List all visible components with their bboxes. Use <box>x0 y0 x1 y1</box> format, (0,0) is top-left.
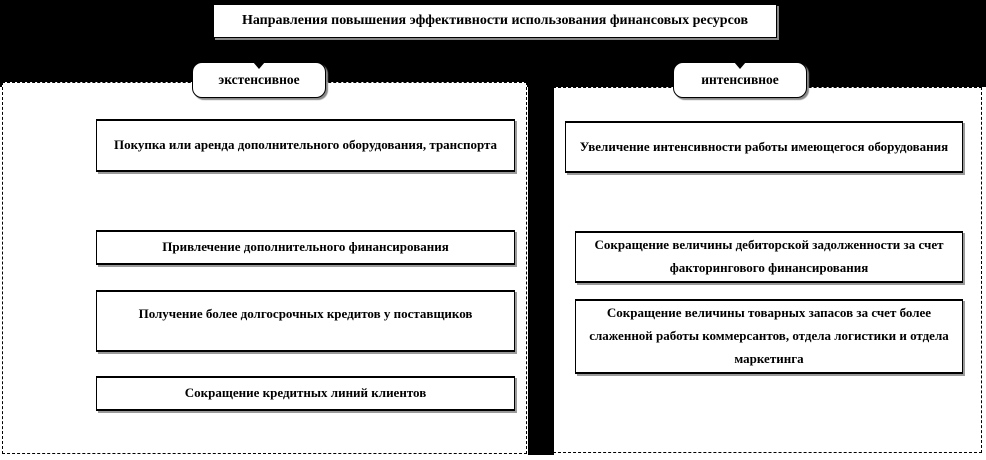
branch-label-text: интенсивное <box>701 72 779 87</box>
column-divider <box>528 0 554 455</box>
extensive-item-longer-term-credits: Получение более долгосрочных кредитов у поставщиков <box>96 290 515 352</box>
branch-label-text: экстенсивное <box>218 72 300 87</box>
extensive-item-reduce-client-credit-lines: Сокращение кредитных линий клиентов <box>96 376 515 411</box>
branch-label-extensive <box>192 62 326 98</box>
extensive-item-equipment-purchase: Покупка или аренда дополнительного оборудования, транспорта <box>96 119 515 172</box>
connector-arrow-icon <box>734 62 746 69</box>
extensive-item-additional-financing: Привлечение дополнительного финансирования <box>96 230 515 265</box>
intensive-item-reduce-inventory: Сокращение величины товарных запасов за счет более слаженной работы коммерсантов, отдела логистики и отдела маркетинга <box>575 299 963 374</box>
connector-arrow-icon <box>253 62 265 69</box>
branch-label-intensive <box>673 62 807 98</box>
intensive-item-reduce-receivables: Сокращение величины дебиторской задолженности за счет факторингового финансирования <box>575 231 963 283</box>
diagram-title: Направления повышения эффективности использования финансовых ресурсов <box>213 4 777 38</box>
intensive-item-increase-equipment-intensity: Увеличение интенсивности работы имеющегося оборудования <box>565 121 963 173</box>
